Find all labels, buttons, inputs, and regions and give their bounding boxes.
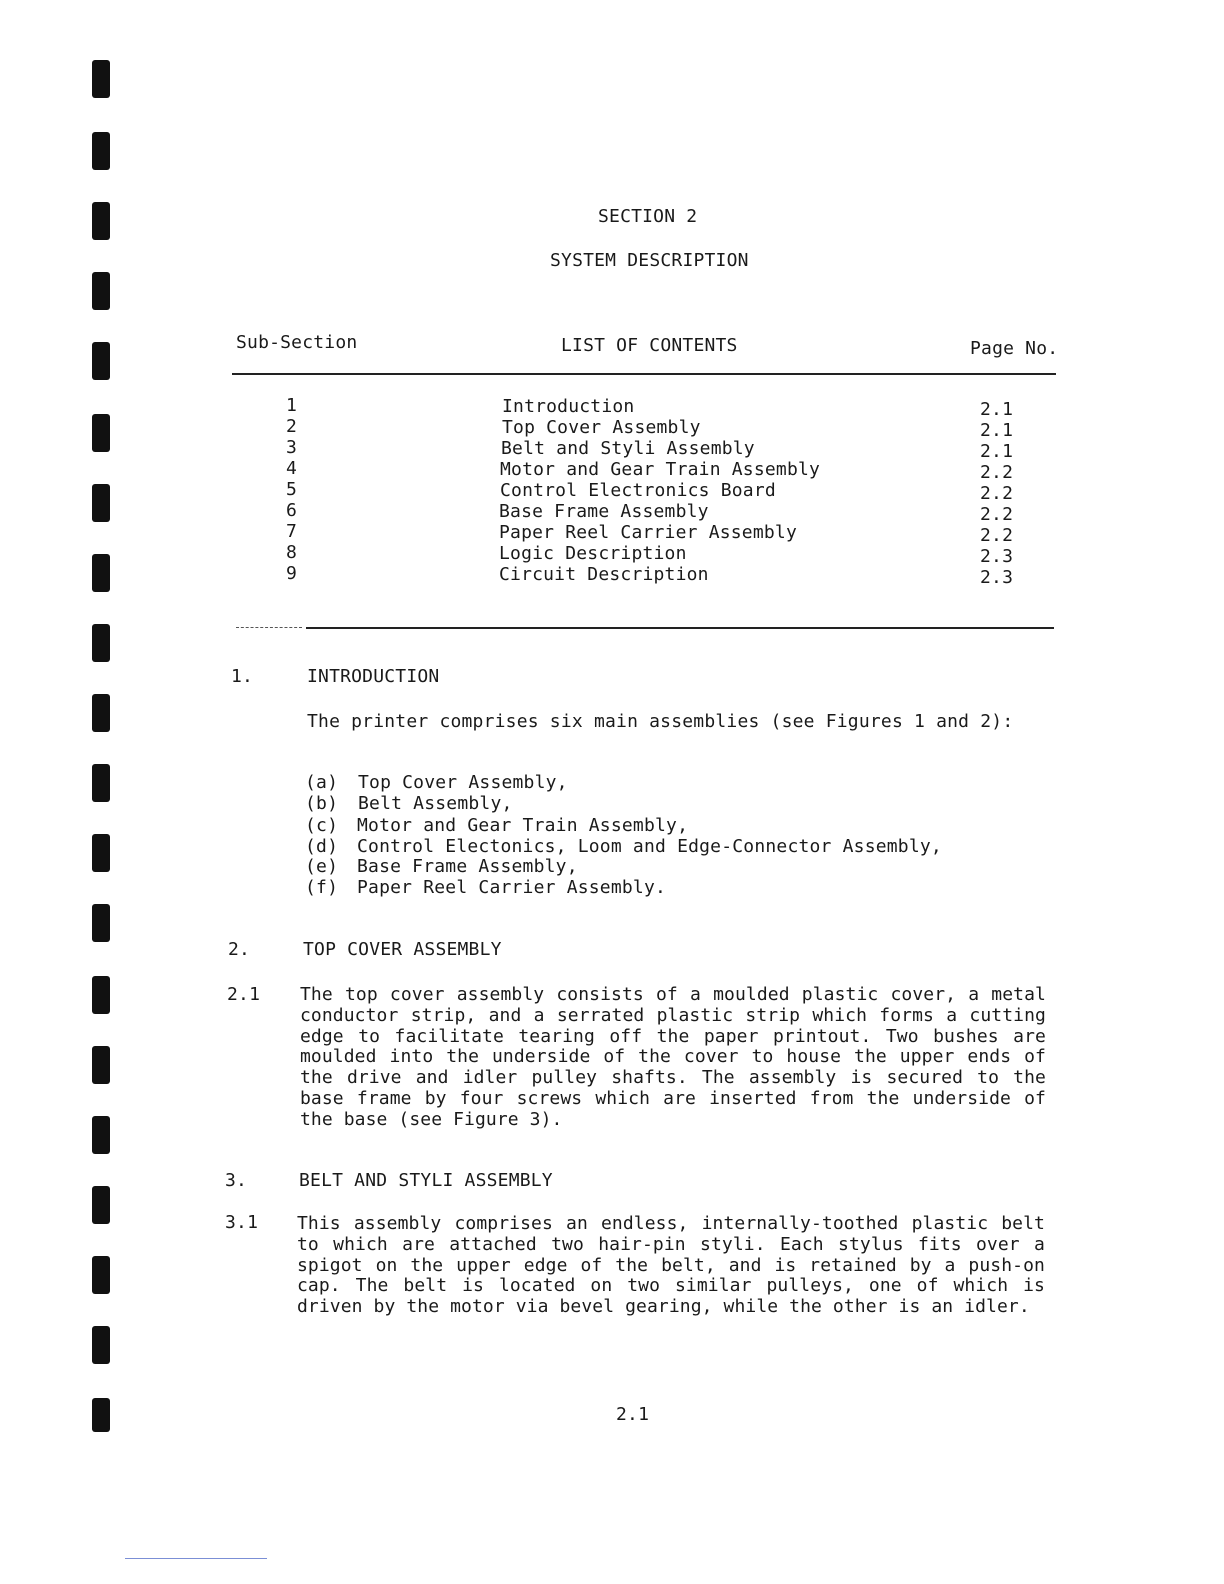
contents-row-title: Motor and Gear Train Assembly bbox=[500, 459, 821, 480]
binding-hole bbox=[92, 272, 110, 310]
intro-number: 1. bbox=[231, 666, 254, 687]
bottom-edge-line bbox=[125, 1558, 267, 1559]
top-cover-para-number: 2.1 bbox=[227, 984, 261, 1005]
list-item-text: Top Cover Assembly, bbox=[358, 772, 568, 793]
contents-row-page: 2.3 bbox=[980, 567, 1014, 588]
contents-row-page: 2.2 bbox=[980, 525, 1014, 546]
contents-row-page: 2.2 bbox=[980, 504, 1014, 525]
binding-hole bbox=[92, 1326, 110, 1364]
contents-top-rule bbox=[232, 373, 1056, 375]
binding-hole bbox=[92, 694, 110, 732]
list-item-label: (f) bbox=[305, 877, 339, 898]
list-item-label: (c) bbox=[305, 815, 339, 836]
top-cover-paragraph: The top cover assembly consists of a moulded plastic cover, a metal conductor strip, and a serrated plastic strip which forms a cutting edge to facilitate tearing off the paper printout. Two bushes are moulded into the underside of the cover to house the upper ends of the drive and idler pulley shafts. The assembly is secured to the base frame by four screws which are inserted from the underside of the base (see Figure 3). bbox=[300, 984, 1046, 1130]
contents-row-title: Introduction bbox=[502, 396, 635, 417]
intro-lead: The printer comprises six main assemblies (see Figures 1 and 2): bbox=[307, 711, 1014, 732]
contents-row-title: Paper Reel Carrier Assembly bbox=[499, 522, 797, 543]
contents-column-title: LIST OF CONTENTS bbox=[561, 335, 738, 356]
binding-hole bbox=[92, 976, 110, 1014]
top-cover-number: 2. bbox=[228, 939, 251, 960]
list-item-text: Motor and Gear Train Assembly, bbox=[357, 815, 689, 836]
contents-row-title: Circuit Description bbox=[499, 564, 709, 585]
binding-hole bbox=[92, 484, 110, 522]
contents-row-number: 6 bbox=[286, 500, 298, 521]
contents-row-title: Base Frame Assembly bbox=[499, 501, 709, 522]
list-item-text: Paper Reel Carrier Assembly. bbox=[357, 877, 667, 898]
binding-hole bbox=[92, 834, 110, 872]
belt-title: BELT AND STYLI ASSEMBLY bbox=[299, 1170, 553, 1191]
binding-hole bbox=[92, 342, 110, 380]
contents-row-title: Top Cover Assembly bbox=[502, 417, 701, 438]
contents-bottom-rule-dashed bbox=[236, 627, 302, 628]
belt-para-number: 3.1 bbox=[225, 1212, 259, 1233]
contents-row-page: 2.1 bbox=[980, 399, 1014, 420]
contents-row-title: Logic Description bbox=[499, 543, 687, 564]
belt-number: 3. bbox=[225, 1170, 248, 1191]
contents-row-page: 2.1 bbox=[980, 420, 1014, 441]
list-item-label: (b) bbox=[305, 793, 339, 814]
list-item-label: (e) bbox=[305, 856, 339, 877]
binding-hole bbox=[92, 1186, 110, 1224]
contents-row-number: 2 bbox=[286, 416, 298, 437]
binding-hole bbox=[92, 202, 110, 240]
binding-hole bbox=[92, 554, 110, 592]
contents-row-number: 8 bbox=[286, 542, 298, 563]
contents-bottom-rule bbox=[306, 627, 1054, 629]
binding-hole bbox=[92, 904, 110, 942]
binding-hole bbox=[92, 60, 110, 98]
binding-hole bbox=[92, 1116, 110, 1154]
list-item-text: Belt Assembly, bbox=[358, 793, 513, 814]
section-heading: SECTION 2 bbox=[598, 206, 698, 227]
contents-row-number: 1 bbox=[286, 395, 298, 416]
contents-row-title: Control Electronics Board bbox=[500, 480, 776, 501]
top-cover-title: TOP COVER ASSEMBLY bbox=[303, 939, 502, 960]
belt-paragraph: This assembly comprises an endless, internally-toothed plastic belt to which are attached two hair-pin styli. Each stylus fits over a spigot on the upper edge of the belt, and is retained by a push-on cap. The belt is located on two similar pulleys, one of which is driven by the motor via bevel gearing, while the other is an idler. bbox=[297, 1213, 1045, 1318]
contents-row-number: 3 bbox=[286, 437, 298, 458]
contents-row-number: 4 bbox=[286, 458, 298, 479]
contents-row-number: 5 bbox=[286, 479, 298, 500]
contents-row-page: 2.3 bbox=[980, 546, 1014, 567]
binding-hole bbox=[92, 624, 110, 662]
contents-row-number: 7 bbox=[286, 521, 298, 542]
binding-hole bbox=[92, 414, 110, 452]
list-item-text: Control Electonics, Loom and Edge-Connector Assembly, bbox=[357, 836, 942, 857]
binding-hole bbox=[92, 132, 110, 170]
contents-row-page: 2.1 bbox=[980, 441, 1014, 462]
contents-row-page: 2.2 bbox=[980, 483, 1014, 504]
contents-row-number: 9 bbox=[286, 563, 298, 584]
contents-column-subsection: Sub-Section bbox=[236, 332, 358, 353]
contents-row-title: Belt and Styli Assembly bbox=[501, 438, 755, 459]
contents-column-page: Page No. bbox=[970, 338, 1059, 359]
contents-row-page: 2.2 bbox=[980, 462, 1014, 483]
binding-hole bbox=[92, 1046, 110, 1084]
page-number: 2.1 bbox=[616, 1404, 650, 1425]
binding-hole bbox=[92, 1256, 110, 1294]
intro-title: INTRODUCTION bbox=[307, 666, 440, 687]
list-item-label: (a) bbox=[305, 772, 339, 793]
binding-hole bbox=[92, 1398, 110, 1432]
list-item-text: Base Frame Assembly, bbox=[357, 856, 578, 877]
binding-hole bbox=[92, 764, 110, 802]
page-title: SYSTEM DESCRIPTION bbox=[550, 250, 749, 271]
list-item-label: (d) bbox=[305, 836, 339, 857]
